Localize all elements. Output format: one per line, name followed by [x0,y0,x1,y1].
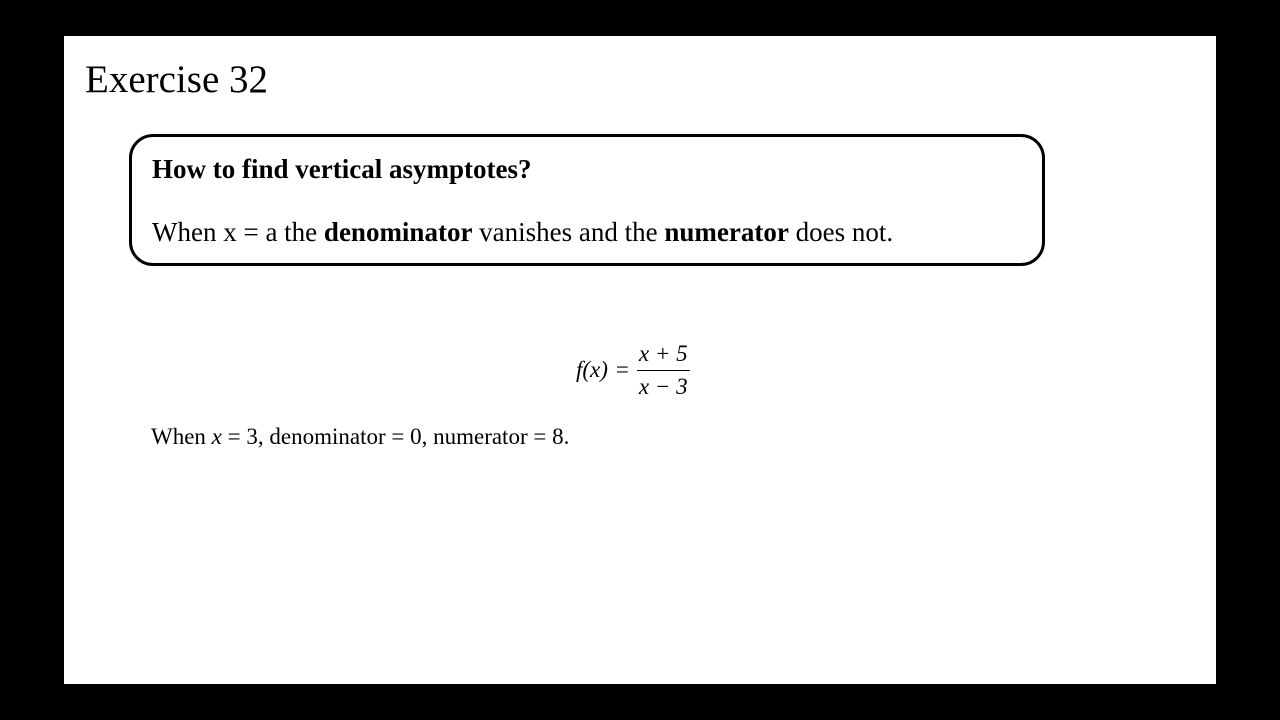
function-name: f [576,357,583,382]
statement-condition: = 3 [221,424,258,449]
statement-variable: x [211,424,222,449]
fraction-denominator: x − 3 [638,373,688,399]
statement-rest: , denominator = 0, numerator = 8. [257,424,570,449]
box-body [152,214,893,250]
solution-statement [151,421,569,453]
box-body-text-1: When x = a the [152,217,324,247]
denominator-keyword: denominator [323,217,473,247]
box-body-text-3: does not. [788,217,894,247]
statement-prefix: When [151,424,212,449]
definition-box [129,134,1045,266]
box-body-text-2: vanishes and the [472,217,665,247]
fraction [637,341,690,400]
slide-title: Exercise 32 [85,58,269,101]
box-heading: How to find vertical asymptotes? [152,154,532,184]
slide [64,36,1216,684]
function-argument: (x) [582,357,608,382]
fraction-numerator: x + 5 [637,341,690,371]
numerator-keyword: numerator [664,217,789,247]
function-formula [576,340,690,400]
equals-sign: = [615,357,629,382]
